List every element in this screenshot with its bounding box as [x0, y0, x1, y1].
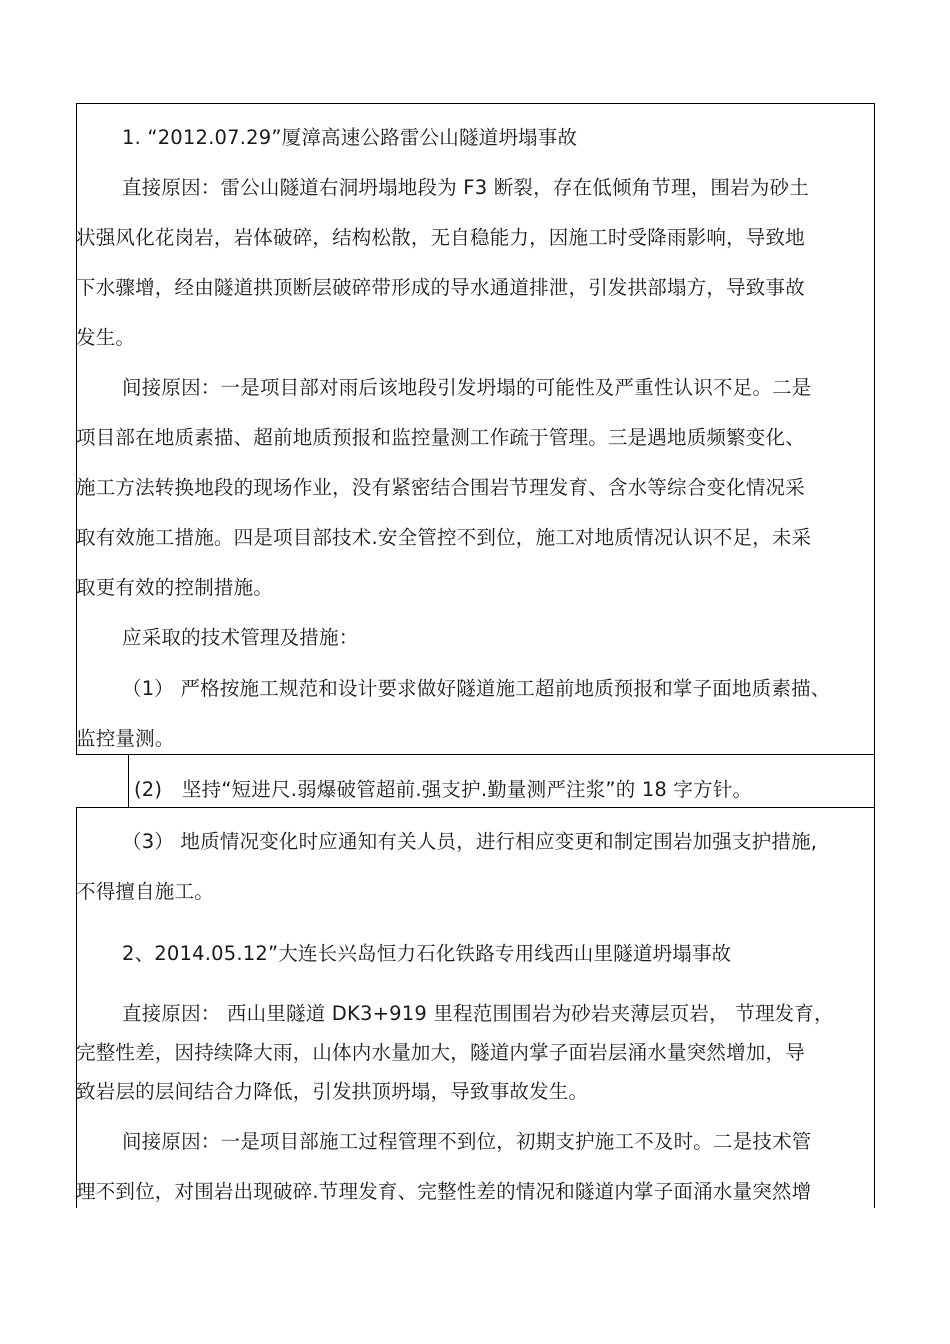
- section-1-indirect-cause-line: 施工方法转换地段的现场作业，没有紧密结合围岩节理发育、含水等综合变化情况采: [76, 476, 805, 499]
- section-1-direct-cause-line: 下水骤增，经由隧道拱顶断层破碎带形成的导水通道排泄，引发拱部塌方，导致事故: [76, 276, 805, 299]
- section-1-direct-cause-line: 状强风化花岗岩，岩体破碎，结构松散，无自稳能力，因施工时受降雨影响，导致地: [76, 226, 805, 249]
- section-2-title: 2、2014.05.12”大连长兴岛恒力石化铁路专用线西山里隧道坍塌事故: [122, 942, 732, 965]
- measure-1-line: （1） 严格按施工规范和设计要求做好隧道施工超前地质预报和掌子面地质素描、: [122, 677, 831, 700]
- section-1-direct-cause-line: 发生。: [76, 326, 136, 349]
- section-2-indirect-cause-line: 理不到位，对围岩出现破碎.节理发育、完整性差的情况和隧道内掌子面涌水量突然增: [76, 1180, 812, 1203]
- section-2-indirect-cause-line: 间接原因：一是项目部施工过程管理不到位，初期支护施工不及时。二是技术管: [122, 1130, 812, 1153]
- section-1-indirect-cause-line: 间接原因：一是项目部对雨后该地段引发坍塌的可能性及严重性认识不足。二是: [122, 376, 812, 399]
- section-2-direct-cause-line: 直接原因： 西山里隧道 DK3+919 里程范围围岩为砂岩夹薄层页岩， 节理发育，: [122, 1002, 834, 1025]
- measure-3-line: 不得擅自施工。: [76, 880, 214, 903]
- section-1-direct-cause-line: 直接原因：雷公山隧道右洞坍塌地段为 F3 断裂，存在低倾角节理，围岩为砂土: [122, 176, 809, 199]
- section-1-indirect-cause-line: 取更有效的控制措施。: [76, 576, 274, 599]
- section-1-indirect-cause-line: 项目部在地质素描、超前地质预报和监控量测工作疏于管理。三是遇地质频繁变化、: [76, 426, 805, 449]
- section-2-direct-cause-line: 完整性差，因持续降大雨，山体内水量加大，隧道内掌子面岩层涌水量突然增加，导: [76, 1041, 805, 1064]
- section-1-indirect-cause-line: 取有效施工措施。四是项目部技术.安全管控不到位，施工对地质情况认识不足，未采: [76, 526, 812, 549]
- measure-2: (2) 坚持“短进尺.弱爆破管超前.强支护.勤量测严注浆”的 18 字方针。: [134, 778, 753, 801]
- section-1-title: 1. “2012.07.29”厦漳高速公路雷公山隧道坍塌事故: [122, 126, 578, 149]
- measure-3-line: （3） 地质情况变化时应通知有关人员，进行相应变更和制定围岩加强支护措施,: [122, 830, 818, 853]
- section-2-direct-cause-line: 致岩层的层间结合力降低，引发拱顶坍塌，导致事故发生。: [76, 1080, 589, 1103]
- measure-1-line: 监控量测。: [76, 727, 175, 750]
- measures-heading: 应采取的技术管理及措施：: [122, 626, 359, 649]
